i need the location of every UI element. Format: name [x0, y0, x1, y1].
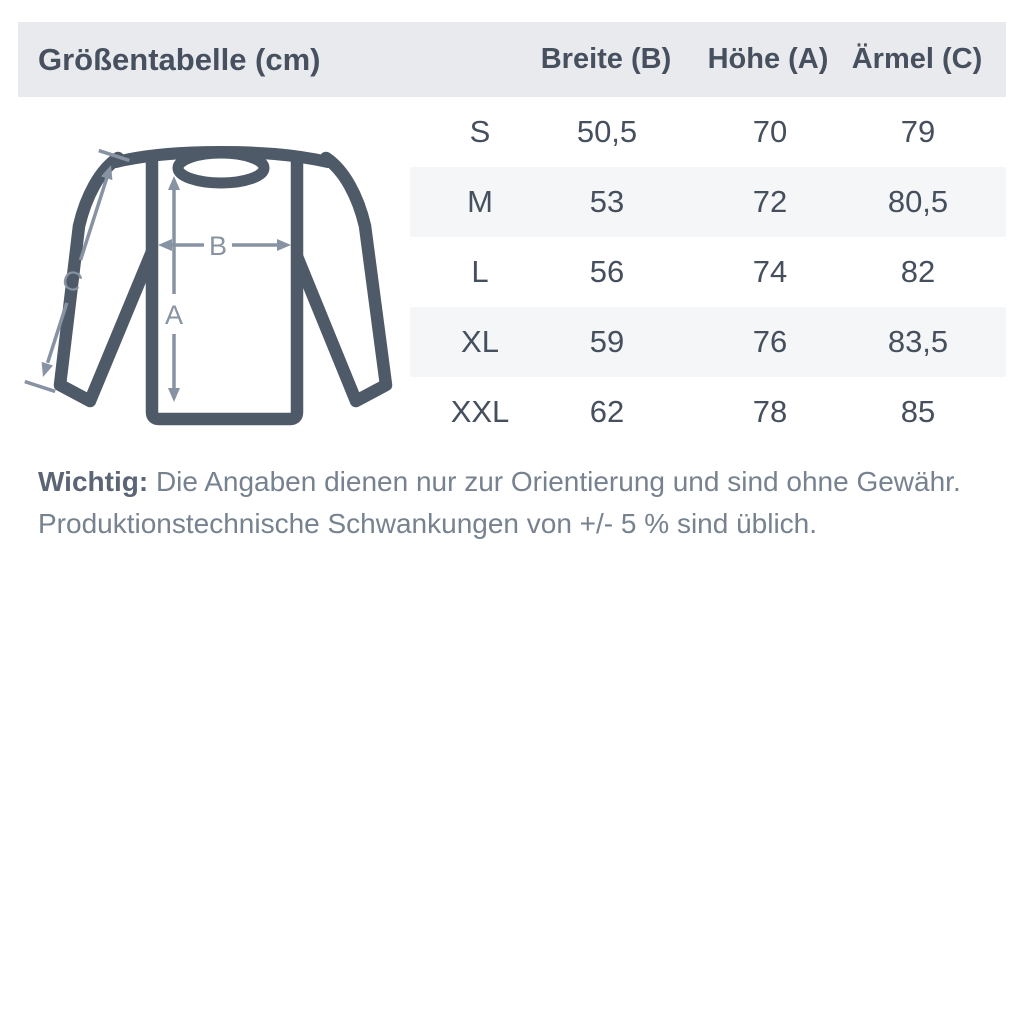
breite-cell: 53 — [589, 184, 625, 219]
size-cell: S — [469, 114, 491, 149]
measure-label-b: B — [208, 231, 228, 261]
hoehe-cell: 74 — [752, 254, 788, 289]
page-title: Größentabelle (cm) — [38, 42, 321, 77]
aermel-cell: 83,5 — [887, 324, 949, 359]
hoehe-cell: 78 — [752, 394, 788, 429]
column-header-aermel: Ärmel (C) — [851, 43, 983, 75]
disclaimer-line-2: Produktionstechnische Schwankungen von +/- 5 % sind üblich. — [38, 508, 818, 539]
aermel-cell: 85 — [900, 394, 936, 429]
size-cell: M — [467, 184, 493, 219]
table-header-bar — [18, 22, 1006, 97]
aermel-cell: 80,5 — [887, 184, 949, 219]
breite-cell: 59 — [589, 324, 625, 359]
breite-cell: 50,5 — [576, 114, 638, 149]
aermel-cell: 79 — [900, 114, 936, 149]
size-cell: XL — [461, 324, 499, 359]
table-row-l — [410, 237, 1006, 307]
disclaimer-text-1: Die Angaben dienen nur zur Orientierung und sind ohne Gewähr. — [155, 466, 961, 497]
disclaimer-label: Wichtig: — [38, 466, 149, 497]
disclaimer-line-1 — [38, 461, 990, 503]
sweater-diagram — [20, 132, 400, 428]
size-cell: L — [471, 254, 489, 289]
measure-label-a: A — [164, 300, 184, 330]
hoehe-cell: 76 — [752, 324, 788, 359]
size-cell: XXL — [450, 394, 510, 429]
sweater-right-sleeve — [296, 158, 386, 401]
hoehe-cell: 72 — [752, 184, 788, 219]
column-header-breite: Breite (B) — [540, 43, 672, 75]
aermel-cell: 82 — [900, 254, 936, 289]
measure-label-c: C — [58, 263, 87, 299]
disclaimer-note — [38, 461, 990, 545]
sweater-collar — [178, 153, 264, 183]
breite-cell: 56 — [589, 254, 625, 289]
table-row-m — [410, 167, 1006, 237]
table-row-s — [410, 97, 1006, 167]
hoehe-cell: 70 — [752, 114, 788, 149]
size-table — [410, 97, 1006, 447]
column-header-hoehe: Höhe (A) — [707, 43, 829, 75]
table-row-xl — [410, 307, 1006, 377]
breite-cell: 62 — [589, 394, 625, 429]
table-row-xxl — [410, 377, 1006, 447]
